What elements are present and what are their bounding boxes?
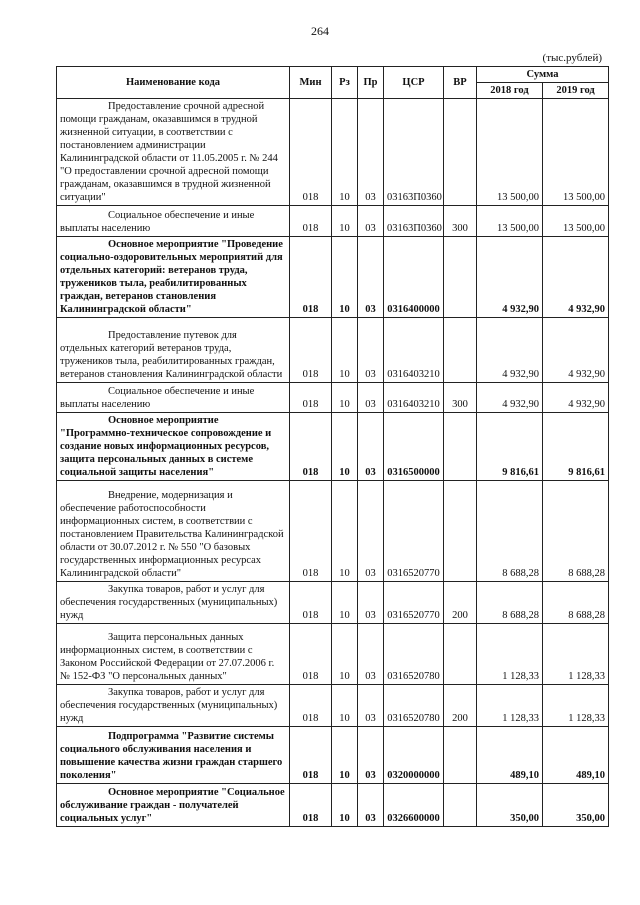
header-sum: Сумма (477, 67, 609, 83)
row-pr: 03 (358, 481, 384, 582)
header-2018: 2018 год (477, 83, 543, 99)
row-min: 018 (290, 237, 332, 318)
row-csr: 0326600000 (384, 784, 444, 827)
row-vr: 200 (444, 685, 477, 727)
row-rz: 10 (332, 624, 358, 685)
row-sum-2019: 4 932,90 (543, 383, 609, 413)
row-rz: 10 (332, 206, 358, 237)
row-vr (444, 727, 477, 784)
header-csr: ЦСР (384, 67, 444, 99)
row-csr: 0316500000 (384, 413, 444, 481)
row-min: 018 (290, 413, 332, 481)
header-pr: Пр (358, 67, 384, 99)
row-pr: 03 (358, 685, 384, 727)
row-pr: 03 (358, 624, 384, 685)
row-csr: 0316400000 (384, 237, 444, 318)
row-sum-2019: 489,10 (543, 727, 609, 784)
row-name: Закупка товаров, работ и услуг для обеспечения государственных (муниципальных) нужд (57, 685, 290, 727)
row-sum-2019: 13 500,00 (543, 99, 609, 206)
row-rz: 10 (332, 383, 358, 413)
page-number: 264 (311, 24, 329, 38)
row-sum-2018: 8 688,28 (477, 481, 543, 582)
row-rz: 10 (332, 318, 358, 383)
row-name: Социальное обеспечение и иные выплаты населению (57, 206, 290, 237)
row-min: 018 (290, 685, 332, 727)
row-min: 018 (290, 481, 332, 582)
table-row (57, 481, 609, 582)
row-sum-2019: 1 128,33 (543, 685, 609, 727)
row-csr: 0316520770 (384, 582, 444, 624)
row-sum-2018: 4 932,90 (477, 318, 543, 383)
row-rz: 10 (332, 582, 358, 624)
row-min: 018 (290, 383, 332, 413)
row-sum-2018: 13 500,00 (477, 99, 543, 206)
table-row (57, 624, 609, 685)
row-min: 018 (290, 624, 332, 685)
row-name: Внедрение, модернизация и обеспечение работоспособности информационных систем, в соответствии с постановлением Правительства Калининградской области от 30.07.2012 г. № 550 "О базовых государственных информационных ресурсах Калининградской области" (57, 481, 290, 582)
row-vr (444, 237, 477, 318)
row-csr: 0316403210 (384, 383, 444, 413)
row-name: Предоставление путевок для отдельных категорий ветеранов труда, тружеников тыла, реабилитированных граждан, ветеранов становления Калининградской области (57, 318, 290, 383)
row-name: Основное мероприятие "Программно-техническое сопровождение и создание новых информационных ресурсов, защита персональных данных в системе социальной защиты населения" (57, 413, 290, 481)
row-name: Предоставление срочной адресной помощи гражданам, оказавшимся в трудной жизненной ситуации, в соответствии с постановлением администрации Калининградской области от 11.05.2005 г. № 244 "О предоставлении срочной адресной помощи гражданам, оказавшимся в трудной жизненной ситуации" (57, 99, 290, 206)
row-pr: 03 (358, 727, 384, 784)
row-min: 018 (290, 582, 332, 624)
row-csr: 03163П0360 (384, 206, 444, 237)
row-name: Социальное обеспечение и иные выплаты населению (57, 383, 290, 413)
row-rz: 10 (332, 99, 358, 206)
row-name: Закупка товаров, работ и услуг для обеспечения государственных (муниципальных) нужд (57, 582, 290, 624)
header-rz: Рз (332, 67, 358, 99)
row-sum-2019: 350,00 (543, 784, 609, 827)
row-pr: 03 (358, 413, 384, 481)
table-row (57, 383, 609, 413)
row-vr: 300 (444, 206, 477, 237)
header-min: Мин (290, 67, 332, 99)
row-vr (444, 624, 477, 685)
row-min: 018 (290, 318, 332, 383)
row-sum-2019: 4 932,90 (543, 318, 609, 383)
row-min: 018 (290, 727, 332, 784)
table-row (57, 318, 609, 383)
row-rz: 10 (332, 784, 358, 827)
budget-table (56, 66, 609, 827)
row-sum-2019: 4 932,90 (543, 237, 609, 318)
row-csr: 0316403210 (384, 318, 444, 383)
row-sum-2018: 4 932,90 (477, 237, 543, 318)
row-pr: 03 (358, 318, 384, 383)
row-pr: 03 (358, 99, 384, 206)
table-row (57, 727, 609, 784)
row-pr: 03 (358, 206, 384, 237)
row-sum-2019: 13 500,00 (543, 206, 609, 237)
row-rz: 10 (332, 727, 358, 784)
header-2019: 2019 год (543, 83, 609, 99)
row-sum-2018: 1 128,33 (477, 685, 543, 727)
row-csr: 03163П0360 (384, 99, 444, 206)
row-pr: 03 (358, 237, 384, 318)
table-row (57, 582, 609, 624)
table-row (57, 413, 609, 481)
row-name: Защита персональных данных информационных систем, в соответствии с Законом Российской Федерации от 27.07.2006 г. № 152-ФЗ "О персональных данных" (57, 624, 290, 685)
table-row (57, 685, 609, 727)
row-vr (444, 413, 477, 481)
row-csr: 0320000000 (384, 727, 444, 784)
row-sum-2018: 489,10 (477, 727, 543, 784)
row-sum-2019: 8 688,28 (543, 582, 609, 624)
row-rz: 10 (332, 237, 358, 318)
row-min: 018 (290, 784, 332, 827)
row-pr: 03 (358, 582, 384, 624)
table-row (57, 237, 609, 318)
row-rz: 10 (332, 685, 358, 727)
row-sum-2018: 9 816,61 (477, 413, 543, 481)
row-name: Основное мероприятие "Проведение социально-оздоровительных мероприятий для отдельных категорий: ветеранов труда, тружеников тыла, реабилитированных граждан, ветеранов становления Калининградской области" (57, 237, 290, 318)
table-row (57, 784, 609, 827)
row-pr: 03 (358, 383, 384, 413)
row-sum-2018: 8 688,28 (477, 582, 543, 624)
header-vr: ВР (444, 67, 477, 99)
table-row (57, 206, 609, 237)
row-vr (444, 99, 477, 206)
units-label: (тыс.рублей) (542, 52, 602, 64)
row-name: Подпрограмма "Развитие системы социального обслуживания населения и повышение качества жизни граждан старшего поколения" (57, 727, 290, 784)
row-name: Основное мероприятие "Социальное обслуживание граждан - получателей социальных услуг" (57, 784, 290, 827)
row-sum-2019: 1 128,33 (543, 624, 609, 685)
row-sum-2018: 350,00 (477, 784, 543, 827)
row-sum-2019: 9 816,61 (543, 413, 609, 481)
row-csr: 0316520770 (384, 481, 444, 582)
row-vr (444, 481, 477, 582)
row-vr (444, 784, 477, 827)
row-min: 018 (290, 99, 332, 206)
row-csr: 0316520780 (384, 624, 444, 685)
row-sum-2018: 13 500,00 (477, 206, 543, 237)
row-rz: 10 (332, 413, 358, 481)
header-name: Наименование кода (57, 67, 290, 99)
row-pr: 03 (358, 784, 384, 827)
row-vr: 300 (444, 383, 477, 413)
row-sum-2018: 4 932,90 (477, 383, 543, 413)
row-vr: 200 (444, 582, 477, 624)
row-sum-2018: 1 128,33 (477, 624, 543, 685)
row-csr: 0316520780 (384, 685, 444, 727)
row-min: 018 (290, 206, 332, 237)
row-sum-2019: 8 688,28 (543, 481, 609, 582)
table-row (57, 99, 609, 206)
row-vr (444, 318, 477, 383)
row-rz: 10 (332, 481, 358, 582)
